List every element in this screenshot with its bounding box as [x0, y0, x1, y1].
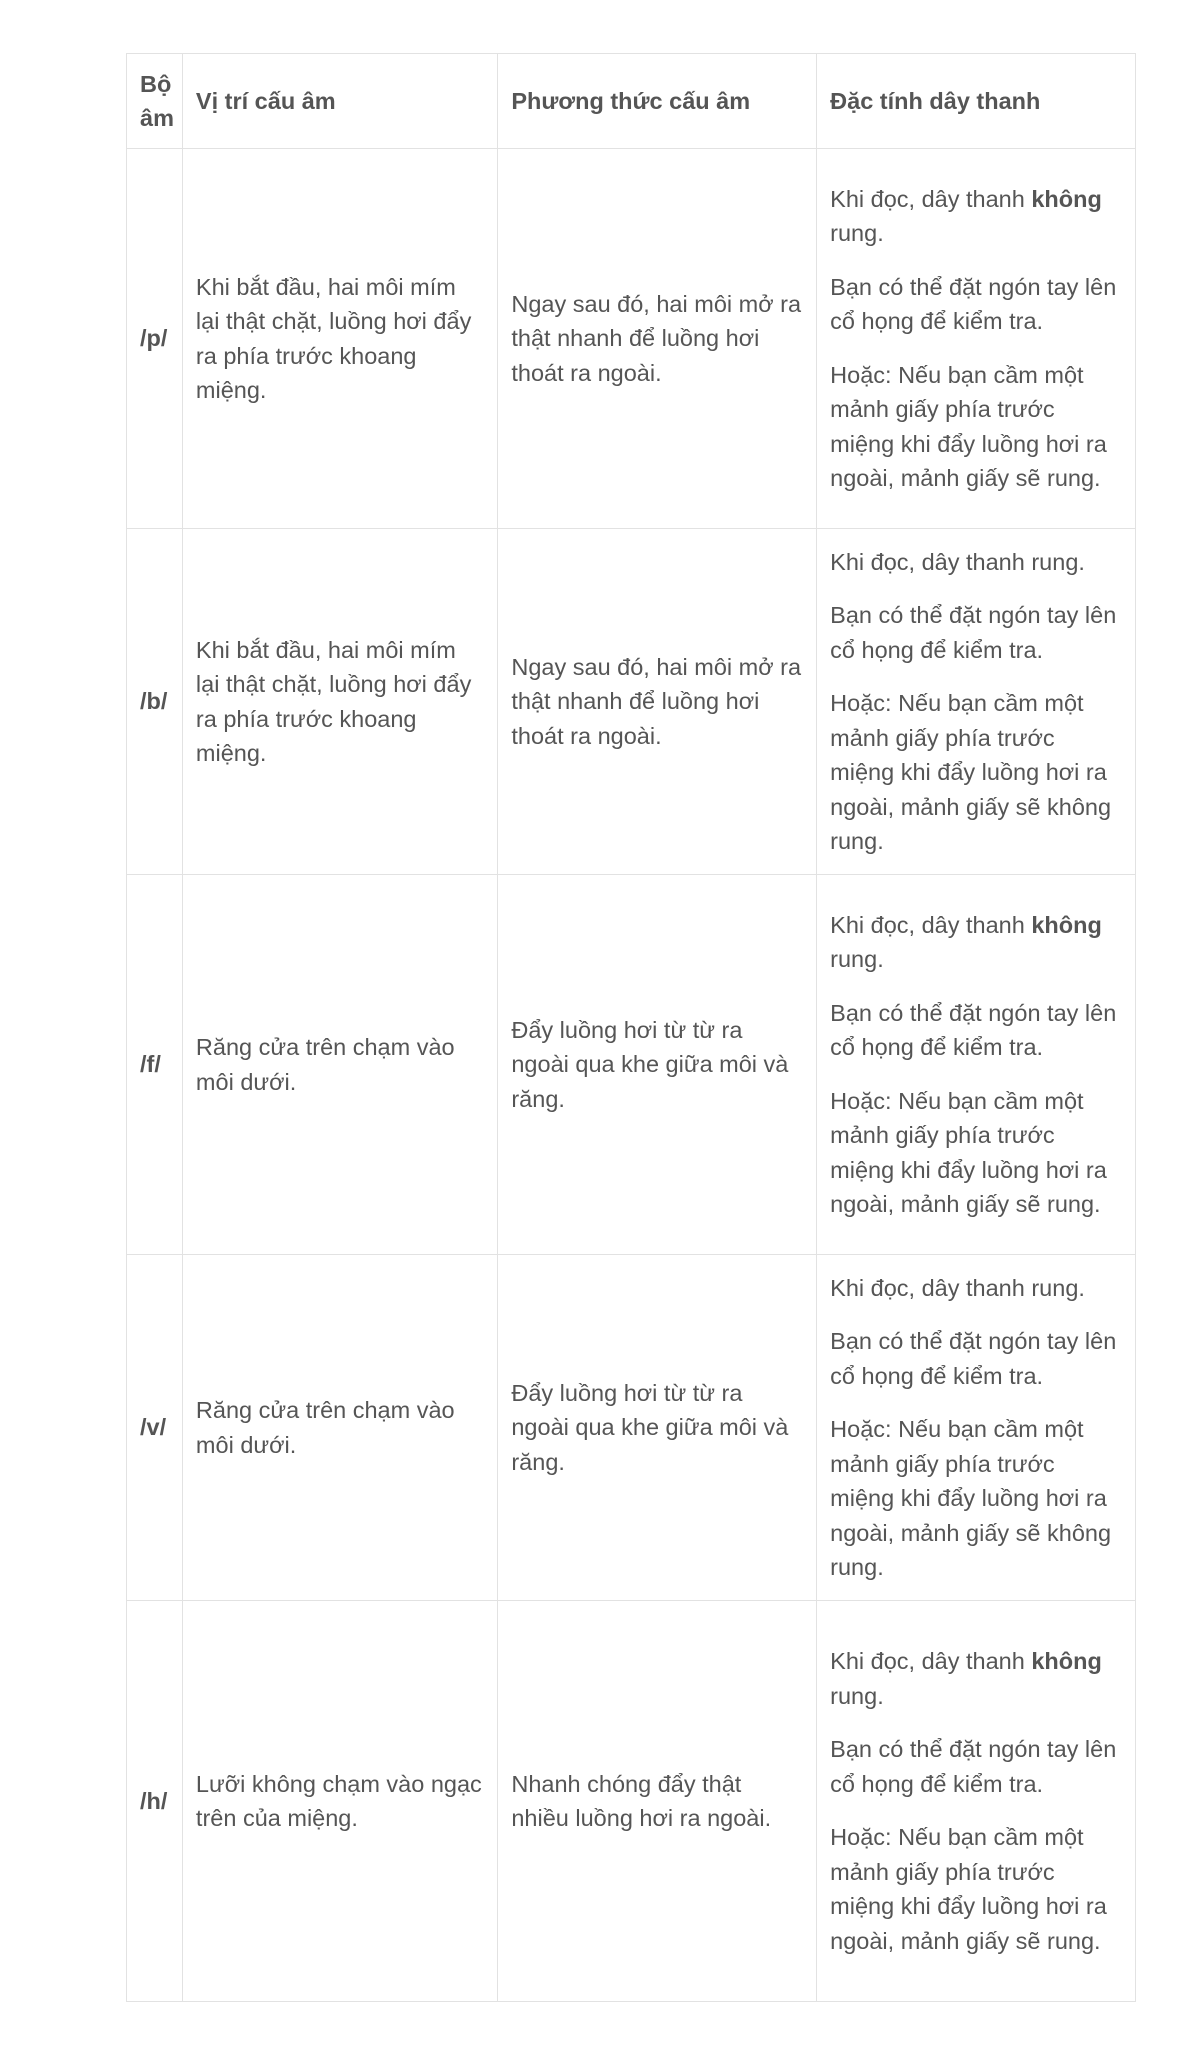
- cell-method: Ngay sau đó, hai môi mở ra thật nhanh để luồng hơi thoát ra ngoài.: [498, 149, 817, 529]
- header-voicing: Đặc tính dây thanh: [817, 54, 1136, 149]
- voicing-prefix: Khi đọc, dây thanh: [830, 185, 1032, 212]
- voicing-negation: không: [1031, 1648, 1102, 1674]
- cell-method: Nhanh chóng đẩy thật nhiều luồng hơi ra ngoài.: [498, 1601, 817, 2002]
- cell-position: Khi bắt đầu, hai môi mím lại thật chặt, luồng hơi đẩy ra phía trước khoang miệng.: [182, 529, 497, 875]
- voicing-prefix: Khi đọc, dây thanh: [830, 911, 1032, 938]
- header-method: Phương thức cấu âm: [498, 54, 817, 149]
- consonant-table: [126, 53, 1136, 2002]
- cell-voicing: [817, 149, 1136, 529]
- cell-sound: /b/: [127, 529, 183, 875]
- voicing-tip: Bạn có thể đặt ngón tay lên cổ họng để kiểm tra.: [830, 1736, 1117, 1797]
- voicing-paper-test: Hoặc: Nếu bạn cầm một mảnh giấy phía trước miệng khi đẩy luồng hơi ra ngoài, mảnh giấy sẽ không rung.: [830, 690, 1112, 854]
- voicing-paper-test: Hoặc: Nếu bạn cầm một mảnh giấy phía trước miệng khi đẩy luồng hơi ra ngoài, mảnh giấy sẽ rung.: [830, 1824, 1107, 1954]
- cell-sound: /p/: [127, 149, 183, 529]
- table-header-row: [127, 54, 1136, 149]
- cell-voicing: [817, 1255, 1136, 1601]
- voicing-tip: Bạn có thể đặt ngón tay lên cổ họng để kiểm tra.: [830, 1328, 1117, 1389]
- cell-sound: /h/: [127, 1601, 183, 2002]
- table-row: [127, 1601, 1136, 2002]
- cell-method: Đẩy luồng hơi từ từ ra ngoài qua khe giữa môi và răng.: [498, 875, 817, 1255]
- cell-position: Răng cửa trên chạm vào môi dưới.: [182, 875, 497, 1255]
- cell-voicing: [817, 1601, 1136, 2002]
- voicing-suffix: rung.: [830, 946, 884, 972]
- voicing-paper-test: Hoặc: Nếu bạn cầm một mảnh giấy phía trước miệng khi đẩy luồng hơi ra ngoài, mảnh giấy sẽ không rung.: [830, 1416, 1112, 1580]
- voicing-suffix: rung.: [830, 1682, 884, 1709]
- header-position: Vị trí cấu âm: [182, 54, 497, 149]
- cell-sound: /f/: [127, 875, 183, 1255]
- voicing-statement: [830, 1271, 1122, 1306]
- voicing-suffix: rung.: [830, 220, 884, 246]
- voicing-paper-test: Hoặc: Nếu bạn cầm một mảnh giấy phía trước miệng khi đẩy luồng hơi ra ngoài, mảnh giấy sẽ rung.: [830, 361, 1107, 491]
- voicing-statement: [830, 182, 1122, 251]
- voicing-tip: Bạn có thể đặt ngón tay lên cổ họng để kiểm tra.: [830, 273, 1117, 334]
- table-row: [127, 149, 1136, 529]
- voicing-statement: [830, 545, 1122, 580]
- cell-voicing: [817, 875, 1136, 1255]
- voicing-paper-test: Hoặc: Nếu bạn cầm một mảnh giấy phía trước miệng khi đẩy luồng hơi ra ngoài, mảnh giấy sẽ rung.: [830, 1087, 1107, 1217]
- voicing-tip: Bạn có thể đặt ngón tay lên cổ họng để kiểm tra.: [830, 602, 1117, 663]
- voicing-prefix: Khi đọc, dây thanh rung.: [830, 548, 1085, 575]
- cell-position: Lưỡi không chạm vào ngạc trên của miệng.: [182, 1601, 497, 2002]
- cell-voicing: [817, 529, 1136, 875]
- header-sound: Bộ âm: [127, 54, 183, 149]
- table-row: [127, 1255, 1136, 1601]
- cell-position: Răng cửa trên chạm vào môi dưới.: [182, 1255, 497, 1601]
- voicing-tip: Bạn có thể đặt ngón tay lên cổ họng để kiểm tra.: [830, 999, 1117, 1060]
- voicing-statement: [830, 1644, 1122, 1713]
- cell-method: Ngay sau đó, hai môi mở ra thật nhanh để luồng hơi thoát ra ngoài.: [498, 529, 817, 875]
- voicing-prefix: Khi đọc, dây thanh rung.: [830, 1274, 1085, 1301]
- table-row: [127, 875, 1136, 1255]
- cell-method: Đẩy luồng hơi từ từ ra ngoài qua khe giữa môi và răng.: [498, 1255, 817, 1601]
- voicing-statement: [830, 908, 1122, 977]
- cell-position: Khi bắt đầu, hai môi mím lại thật chặt, luồng hơi đẩy ra phía trước khoang miệng.: [182, 149, 497, 529]
- voicing-negation: không: [1031, 911, 1102, 938]
- voicing-negation: không: [1031, 185, 1102, 212]
- cell-sound: /v/: [127, 1255, 183, 1601]
- table-row: [127, 529, 1136, 875]
- voicing-prefix: Khi đọc, dây thanh: [830, 1648, 1032, 1674]
